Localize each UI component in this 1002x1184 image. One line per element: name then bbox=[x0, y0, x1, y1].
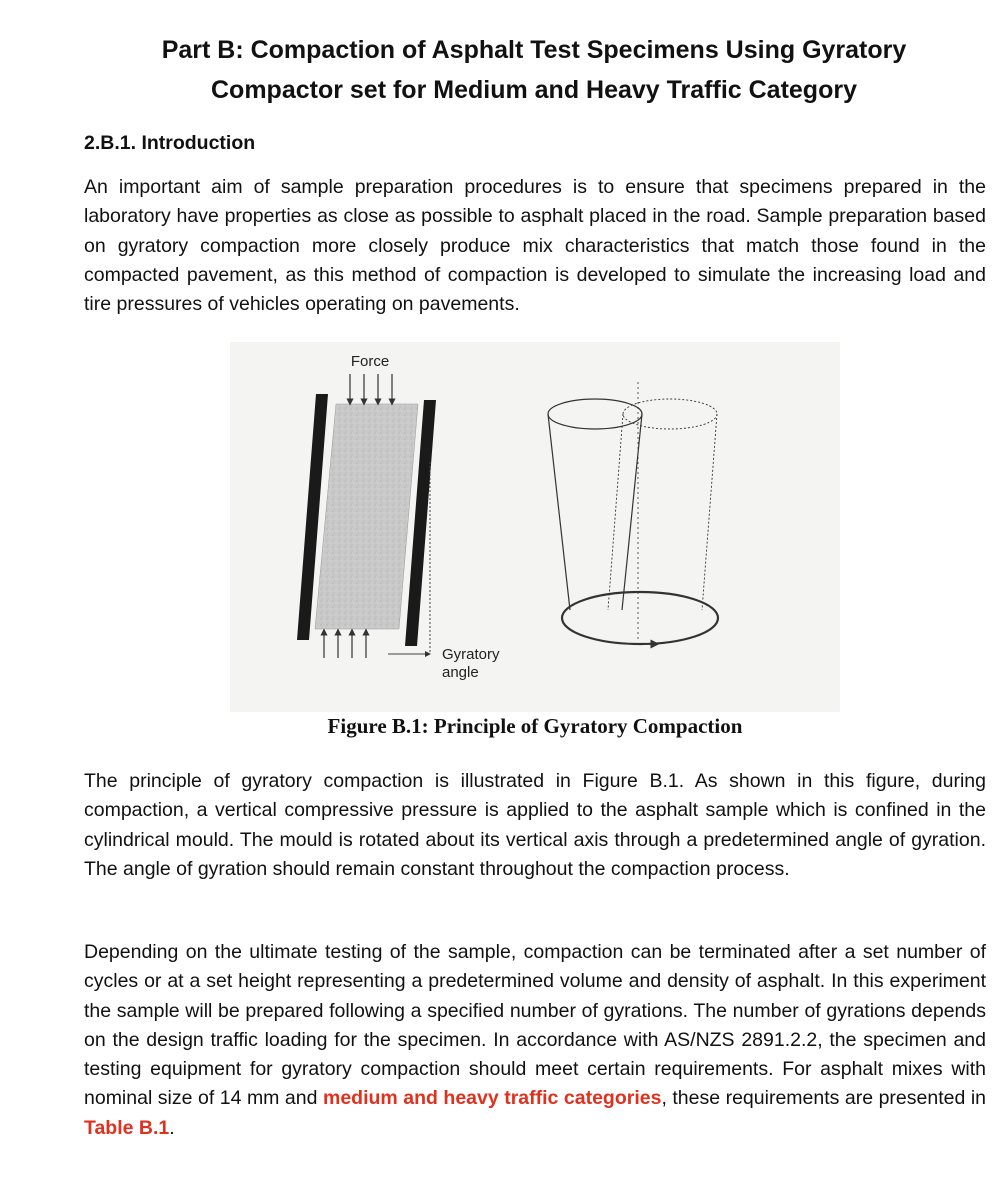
title-line-2: Compactor set for Medium and Heavy Traffic Category bbox=[211, 76, 857, 104]
asphalt-specimen bbox=[315, 404, 418, 629]
force-label: Force bbox=[350, 353, 390, 370]
table-b1-link[interactable]: Table B.1 bbox=[84, 1116, 170, 1139]
requirements-text-a: Depending on the ultimate testing of the sample, compaction can be terminated after a set number of cycles or at a set height representing a predetermined volume and density of asphalt. In this experiment the sample will be prepared following a specified number of gyrations. The number of gyrations depends on the design traffic loading for the specimen. In accordance with AS/NZS 2891.2.2, the specimen and testing equipment for gyratory compaction should meet certain requirements. For asphalt mixes with nominal size of 14 mm and bbox=[84, 941, 986, 1110]
title-line-1: Part B: Compaction of Asphalt Test Specimens Using Gyratory bbox=[161, 36, 907, 64]
requirements-text-b: , these requirements are presented in bbox=[661, 1087, 986, 1110]
mould-cross-section bbox=[297, 394, 436, 646]
rotating-cylinder-diagram bbox=[548, 382, 718, 644]
force-arrows-bottom bbox=[324, 632, 366, 658]
traffic-categories-highlight: medium and heavy traffic categories bbox=[322, 1087, 662, 1110]
page-title bbox=[84, 30, 984, 110]
principle-paragraph: The principle of gyratory compaction is illustrated in Figure B.1. As shown in this figure, during compaction, a vertical compressive pressure is applied to the asphalt sample which is confined in the cylindrical mould. The mould is rotated about its vertical axis through a predetermined angle of gyration. The angle of gyration should remain constant throughout the compaction process. bbox=[84, 770, 986, 880]
force-arrows-top bbox=[350, 374, 392, 402]
gyratory-label-2: angle bbox=[442, 664, 479, 681]
gyratory-label-1: Gyratory bbox=[442, 646, 500, 663]
requirements-text-c: . bbox=[169, 1116, 175, 1139]
requirements-paragraph bbox=[84, 938, 986, 1143]
gyratory-compaction-figure bbox=[230, 342, 840, 712]
intro-paragraph: An important aim of sample preparation procedures is to ensure that specimens prepared in the laboratory have properties as close as possible to asphalt placed in the road. Sample preparation based on gyratory compaction more closely produce mix characteristics that match those found in the compacted pavement, as this method of compaction is developed to simulate the increasing load and tire pressures of vehicles operating on pavements. bbox=[84, 176, 986, 316]
figure-caption: Figure B.1: Principle of Gyratory Compaction bbox=[327, 714, 743, 738]
section-heading: 2.B.1. Introduction bbox=[84, 132, 256, 154]
figure-illustration bbox=[230, 342, 840, 712]
